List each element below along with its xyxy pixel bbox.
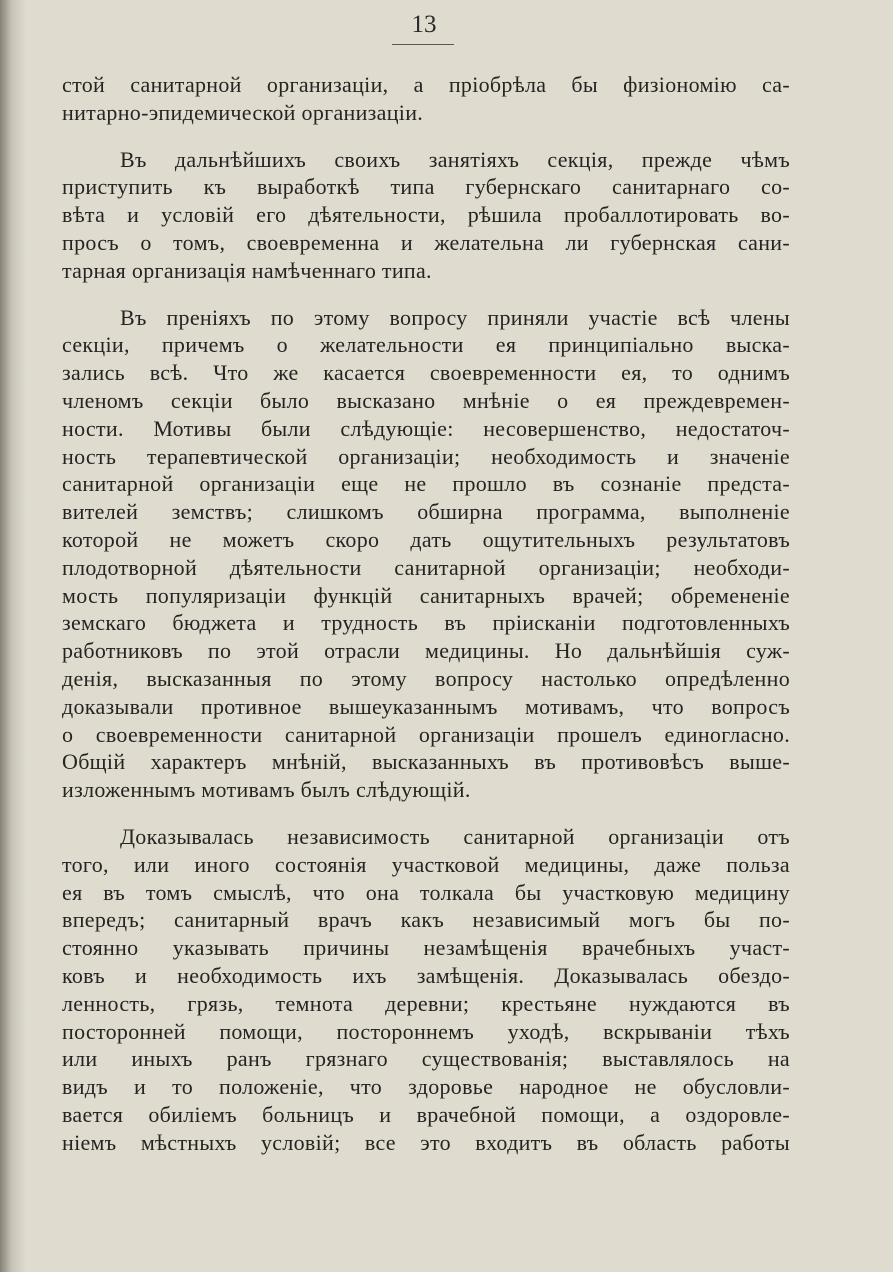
text-line: тарная организація намѣченнаго типа.	[62, 257, 432, 283]
text-line: посторонней помощи, постороннемъ уходѣ, вскрываніи тѣхъ	[62, 1018, 790, 1044]
text-line: приступить къ выработкѣ типа губернскаго санитарнаго со-	[62, 174, 790, 200]
paragraph-1	[62, 71, 790, 127]
page-number-rule	[392, 44, 454, 45]
text-line: которой не можетъ скоро дать ощутительныхъ результатовъ	[62, 526, 790, 552]
text-line: членомъ секціи было высказано мнѣніе о ея преждевремен-	[62, 387, 790, 413]
paragraph-4	[62, 823, 790, 1157]
text-line: стоянно указывать причины незамѣщенія врачебныхъ участ-	[62, 935, 790, 961]
text-line: земскаго бюджета и трудность въ пріисканіи подготовленныхъ	[62, 610, 790, 636]
text-line: Доказывалась независимость санитарной организаціи отъ	[120, 823, 790, 849]
text-line: Въ дальнѣйшихъ своихъ занятіяхъ секція, прежде чѣмъ	[120, 146, 790, 172]
page-number: 13	[411, 11, 437, 38]
paragraph-2	[62, 146, 790, 285]
text-line: стой санитарной организаціи, а пріобрѣла бы физіономію са-	[62, 72, 790, 97]
text-line: денія, высказанныя по этому вопросу настолько опредѣленно	[62, 665, 790, 691]
text-line: плодотворной дѣятельности санитарной организаціи; необходи-	[62, 554, 790, 580]
text-line: ніемъ мѣстныхъ условій; все это входитъ въ область работы	[62, 1129, 790, 1155]
text-line: работниковъ по этой отрасли медицины. Но дальнѣйшія суж-	[62, 638, 790, 664]
text-line: доказывали противное вышеуказаннымъ мотивамъ, что вопросъ	[62, 693, 790, 719]
text-line: изложеннымъ мотивамъ былъ слѣдующій.	[62, 777, 471, 803]
text-line: секціи, причемъ о желательности ея принципіально выска-	[62, 332, 790, 358]
text-line: просъ о томъ, своевременна и желательна ли губернская сани-	[62, 229, 790, 255]
text-line: Въ преніяхъ по этому вопросу приняли участіе всѣ члены	[120, 304, 790, 330]
text-line: зались всѣ. Что же касается своевременности ея, то однимъ	[62, 360, 790, 386]
text-line: впередъ; санитарный врачъ какъ независимый могъ бы по-	[62, 907, 790, 933]
text-line: Общій характеръ мнѣній, высказанныхъ въ противовѣсъ выше-	[62, 749, 790, 775]
text-line: ности. Мотивы были слѣдующіе: несовершенство, недостаточ-	[62, 415, 790, 441]
text-line: мость популяризаціи функцій санитарныхъ врачей; обремененіе	[62, 582, 790, 608]
text-line: вѣта и условій его дѣятельности, рѣшила пробаллотировать во-	[62, 202, 790, 228]
text-line: вается обиліемъ больницъ и врачебной помощи, а оздоровле-	[62, 1101, 790, 1127]
text-line: о своевременности санитарной организаціи прошелъ единогласно.	[62, 721, 790, 747]
text-line: или иныхъ ранъ грязнаго существованія; выставлялось на	[62, 1046, 790, 1072]
binding-shadow	[0, 0, 26, 1272]
text-line: вителей земствъ; слишкомъ обширна программа, выполненіе	[62, 499, 790, 525]
text-line: того, или иного состоянія участковой медицины, даже польза	[62, 851, 790, 877]
text-line: ея въ томъ смыслѣ, что она толкала бы участковую медицину	[62, 879, 790, 905]
text-line: ленность, грязь, темнота деревни; крестьяне нуждаются въ	[62, 990, 790, 1016]
text-line: ковъ и необходимость ихъ замѣщенія. Доказывалась обездо-	[62, 962, 790, 988]
paragraph-3	[62, 304, 790, 804]
text-line: санитарной организаціи еще не прошло въ сознаніе предста-	[62, 471, 790, 497]
body-text	[62, 71, 790, 1156]
text-line: нитарно-эпидемической организаціи.	[62, 99, 424, 125]
text-line: ность терапевтической организаціи; необходимость и значеніе	[62, 443, 790, 469]
text-line: видъ и то положеніе, что здоровье народное не обусловли-	[62, 1074, 790, 1100]
